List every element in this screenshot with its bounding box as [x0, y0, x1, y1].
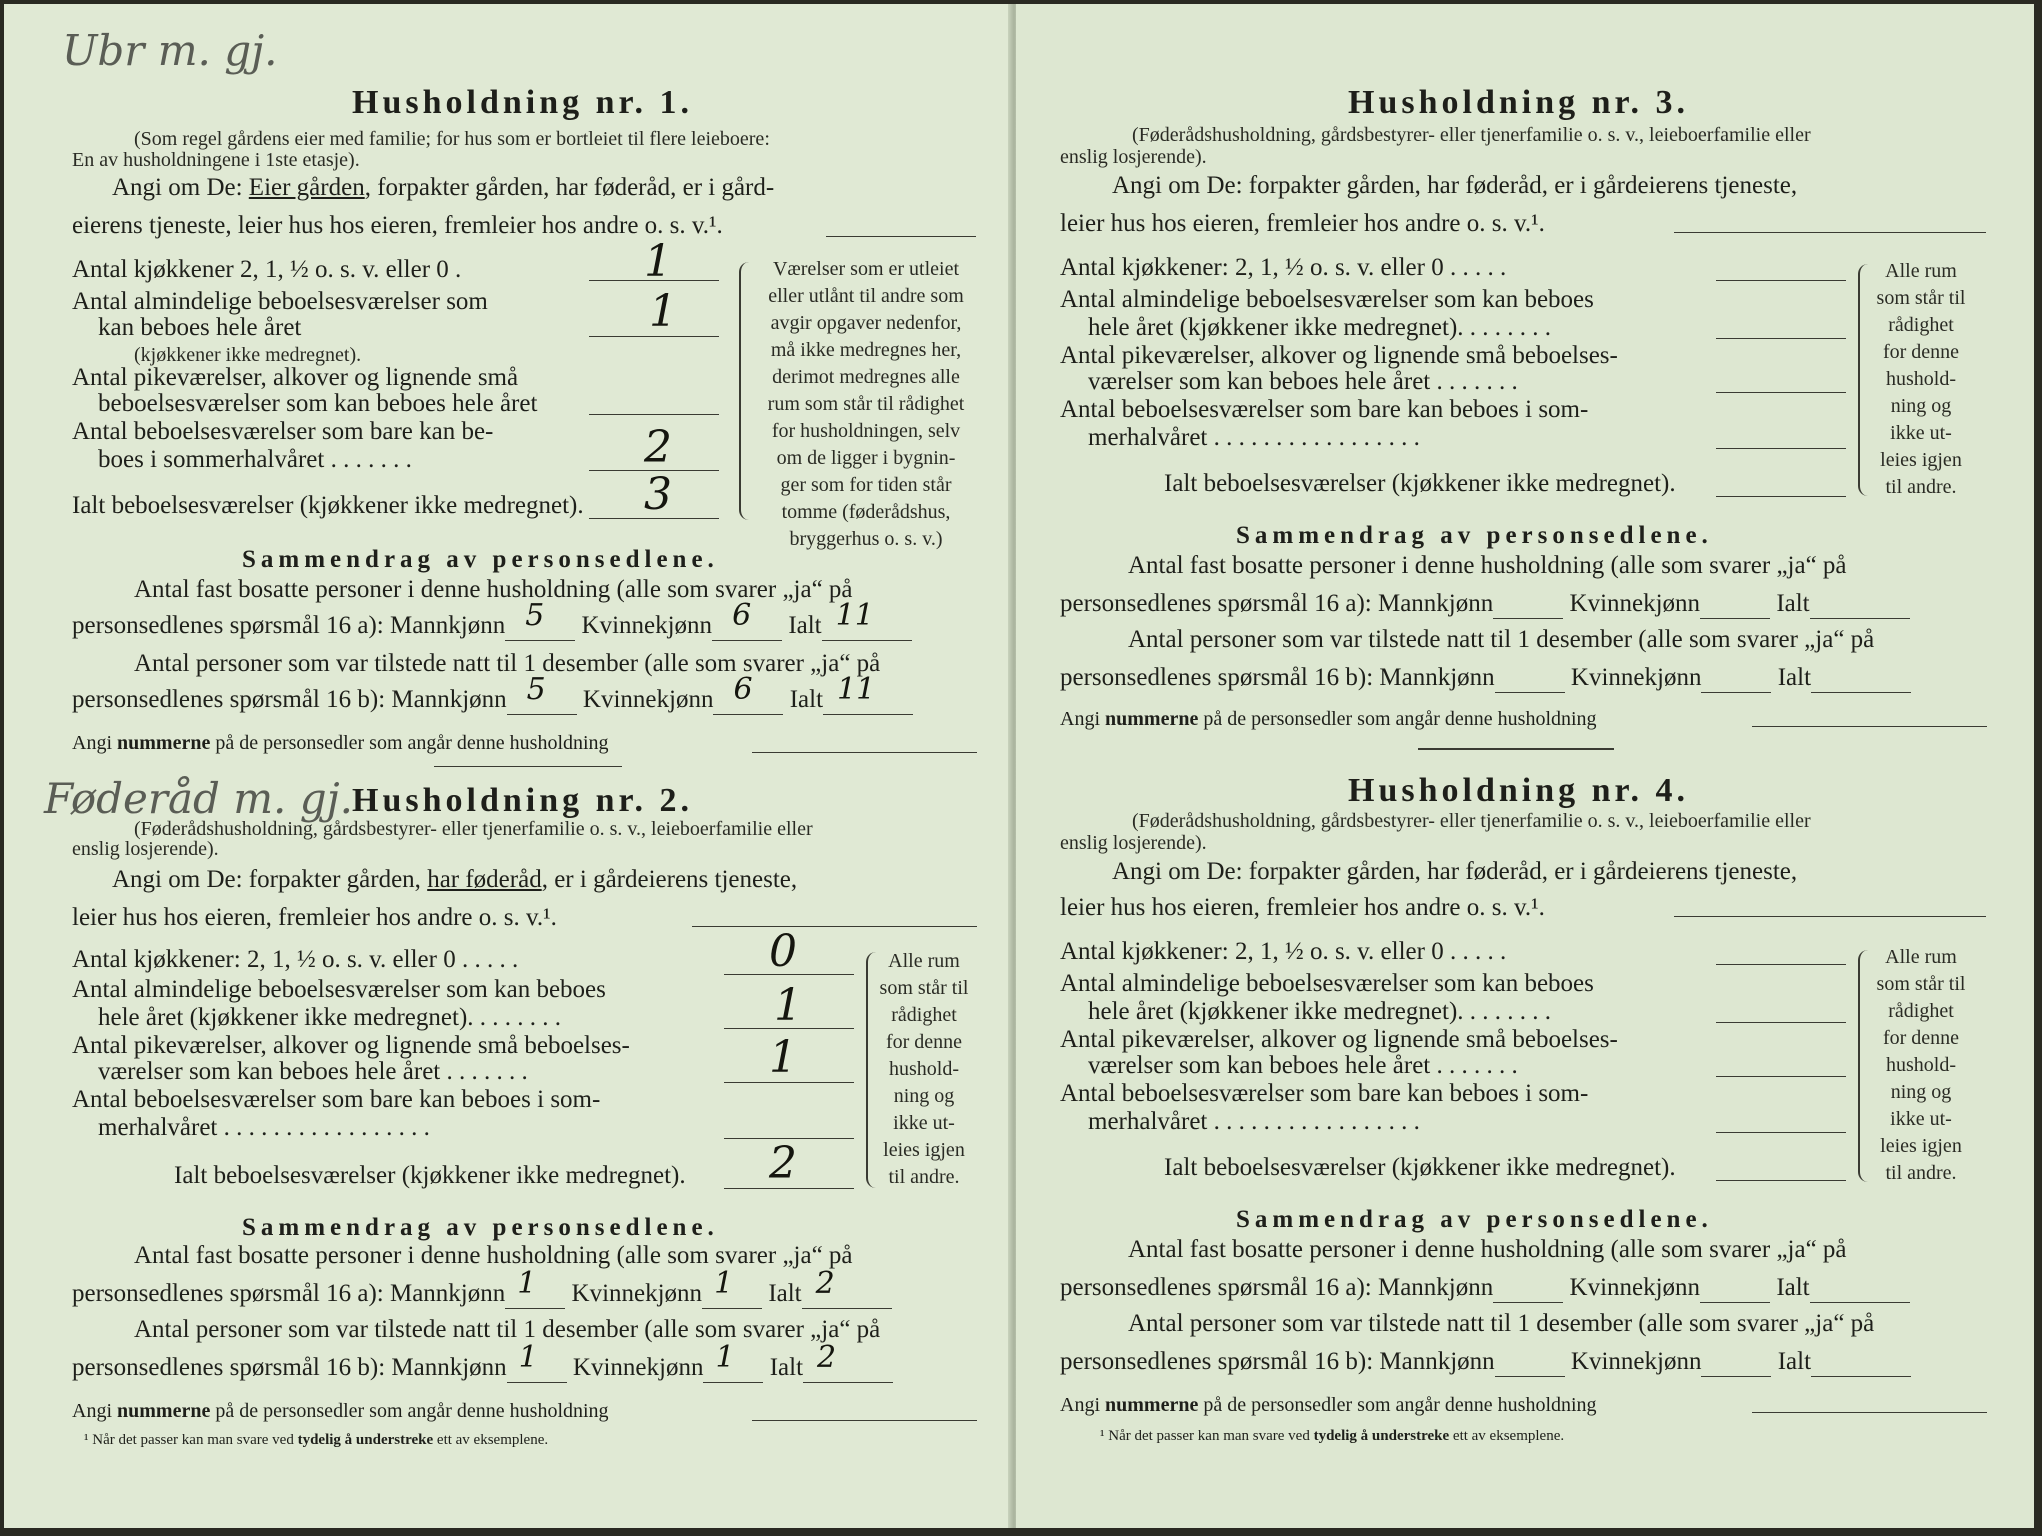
h2-row-total: Ialt beboelsesværelser (kjøkkener ikke medregnet).: [174, 1162, 686, 1189]
h2-row-ordinary: Antal almindelige beboelsesværelser som kan beboes: [72, 976, 606, 1003]
h1-angi-line2: eierens tjeneste, leier hus hos eieren, fremleier hos andre o. s. v.¹.: [72, 212, 723, 239]
h4-sum-line1: Antal fast bosatte personer i denne husholdning (alle som svarer „ja“ på: [1128, 1236, 1847, 1263]
h2-total-16a: 2: [815, 1266, 835, 1301]
h2-row-small-rooms: Antal pikeværelser, alkover og lignende små beboelses-: [72, 1032, 630, 1059]
h4-angi-line2: leier hus hos eieren, fremleier hos andre o. s. v.¹.: [1060, 894, 1545, 921]
pencil-note-top: Ubr m. gj.: [62, 26, 278, 75]
h4-row-summer: Antal beboelsesværelser som bare kan beboes i som-: [1060, 1080, 1589, 1107]
h1-note-line1: (Som regel gårdens eier med familie; for hus som er bortleiet til flere leieboere:: [134, 128, 770, 150]
h3-row-total: Ialt beboelsesværelser (kjøkkener ikke medregnet).: [1164, 470, 1676, 497]
h2-side-note: Alle rum som står til rådighet for denne hushold- ning og ikke ut- leies igjen til andre.: [879, 950, 969, 1188]
h1-note-line2: En av husholdningene i 1ste etasje).: [72, 149, 360, 171]
h1-angi-line1: Angi om De: Eier gården, forpakter gården, har føderåd, er i gård-: [112, 174, 775, 201]
h1-female-16b: 6: [733, 672, 753, 707]
h4-numbers-line: Angi nummerne på de personsedler som angår denne husholdning: [1060, 1394, 1597, 1416]
h3-title: Husholdning nr. 3.: [1348, 84, 1689, 121]
h1-row-kitchens: Antal kjøkkener 2, 1, ½ o. s. v. eller 0 .: [72, 256, 462, 283]
h1-male-16b: 5: [526, 672, 546, 707]
h4-note-line1: (Føderådshusholdning, gårdsbestyrer- eller tjenerfamilie o. s. v., leieboerfamilie eller: [1132, 810, 1811, 832]
h1-value-total: 3: [644, 469, 672, 520]
h1-sum-line2: personsedlenes spørsmål 16 a): Mannkjønn 5 Kvinnekjønn 6 Ialt 11: [72, 612, 912, 641]
h1-row-ordinary: Antal almindelige beboelsesværelser som: [72, 288, 488, 315]
h2-total-16b: 2: [817, 1340, 837, 1375]
h3-sum-line4: personsedlenes spørsmål 16 b): Mannkjønn Kvinnekjønn Ialt: [1060, 664, 1911, 693]
h2-female-16b: 1: [715, 1340, 735, 1375]
h2-value-kitchens: 0: [769, 926, 797, 977]
h3-sum-line3: Antal personer som var tilstede natt til 1 desember (alle som svarer „ja“ på: [1128, 626, 1875, 653]
h4-row-ordinary: Antal almindelige beboelsesværelser som kan beboes: [1060, 970, 1594, 997]
h1-title: Husholdning nr. 1.: [352, 84, 693, 121]
h1-row-total: Ialt beboelsesværelser (kjøkkener ikke medregnet).: [72, 492, 584, 519]
h2-summary-title: Sammendrag av personsedlene.: [242, 1214, 719, 1241]
h4-sum-line4: personsedlenes spørsmål 16 b): Mannkjønn Kvinnekjønn Ialt: [1060, 1348, 1911, 1377]
h3-row-kitchens: Antal kjøkkener: 2, 1, ½ o. s. v. eller 0 . . . . .: [1060, 254, 1507, 281]
h3-summary-title: Sammendrag av personsedlene.: [1236, 522, 1713, 549]
h3-sum-line2: personsedlenes spørsmål 16 a): Mannkjønn Kvinnekjønn Ialt: [1060, 590, 1910, 619]
h1-row-summer: Antal beboelsesværelser som bare kan be-: [72, 418, 494, 445]
h2-value-ordinary: 1: [774, 980, 802, 1031]
h4-row-kitchens: Antal kjøkkener: 2, 1, ½ o. s. v. eller 0 . . . . .: [1060, 938, 1507, 965]
h1-value-ordinary: 1: [649, 286, 677, 337]
h2-value-small-rooms: 1: [769, 1032, 797, 1083]
h2-row-summer: Antal beboelsesværelser som bare kan beboes i som-: [72, 1086, 601, 1113]
h2-numbers-line: Angi nummerne på de personsedler som angår denne husholdning: [72, 1400, 609, 1422]
h2-title: Husholdning nr. 2.: [352, 782, 693, 819]
h4-summary-title: Sammendrag av personsedlene.: [1236, 1206, 1713, 1233]
h4-row-small-rooms: Antal pikeværelser, alkover og lignende små beboelses-: [1060, 1026, 1618, 1053]
h1-summary-title: Sammendrag av personsedlene.: [242, 546, 719, 573]
h3-side-note: Alle rum som står til rådighet for denne hushold- ning og ikke ut- leies igjen til andre.: [1876, 260, 1966, 498]
h2-sum-line3: Antal personer som var tilstede natt til 1 desember (alle som svarer „ja“ på: [134, 1316, 881, 1343]
h1-numbers-line: Angi nummerne på de personsedler som angår denne husholdning: [72, 732, 609, 754]
h3-angi-line2: leier hus hos eieren, fremleier hos andre o. s. v.¹.: [1060, 210, 1545, 237]
h2-selected-option: har føderåd: [427, 866, 542, 893]
pencil-note-h2: Føderåd m. gj.: [44, 774, 354, 823]
h1-female-16a: 6: [732, 598, 752, 633]
h2-angi-line2: leier hus hos eieren, fremleier hos andre o. s. v.¹.: [72, 904, 557, 931]
h2-note-line2: enslig losjerende).: [72, 838, 219, 860]
h4-note-line2: enslig losjerende).: [1060, 832, 1207, 854]
h1-sum-line1: Antal fast bosatte personer i denne husholdning (alle som svarer „ja“ på: [134, 576, 853, 603]
h3-angi-line1: Angi om De: forpakter gården, har føderåd, er i gårdeierens tjeneste,: [1112, 172, 1798, 199]
right-page: Husholdning nr. 3. (Føderådshusholdning, gårdsbestyrer- eller tjenerfamilie o. s. v., leieboerfamilie eller enslig losjerende). Angi om De: forpakter gården, har føderåd, er i gårdeierens tjeneste, leier hus hos eieren, fremleier hos andre o. s. v.¹. Antal kjøkkener: 2, 1, ½ o. s. v. eller 0 . . . . . Antal almindelige beboelsesværelser som kan beboes hele året (kjøkkener ikke medregnet). . . . . . . . Antal pikeværelser, alkover og lignende små beboelses- værelser som kan beboes hele året . . . . . . . Antal beboelsesværelser som bare kan beboes i som- merhalvåret . . . . . . . . . . . . . . . . . Ialt beboelsesværelser (kjøkkener ikke medregnet). Alle rum som står til rådighet for denne hushold- ning og ikke ut- leies igjen til andre. Sammendrag av personsedlene. Antal fast bosatte personer i denne husholdning (alle som svarer „ja“ på personsedlenes spørsmål 16 a): Mannkjønn Kvinnekjønn Ialt Antal personer som var tilstede natt til 1 desember (alle som svarer „ja“ på personsedlenes spørsmål 16 b): Mannkjønn Kvinnekjønn Ialt Angi nummerne på de personsedler som angår denne husholdning Husholdning nr. 4. (Føderådshusholdning, gårdsbestyrer- eller tjenerfamilie o. s. v., leieboerfamilie eller enslig losjerende). Angi om De: forpakter gården, har føderåd, er i gårdeierens tjeneste, leier hus hos eieren, fremleier hos andre o. s. v.¹. Antal kjøkkener: 2, 1, ½ o. s. v. eller 0 . . . . . Antal almindelige beboelsesværelser som kan beboes hele året (kjøkkener ikke medregnet). . . . . . . . Antal pikeværelser, alkover og lignende små beboelses- værelser som kan beboes hele året . . . . . . . Antal beboelsesværelser som bare kan beboes i som- merhalvåret . . . . . . . . . . . . . . . . . Ialt beboelsesværelser (kjøkkener ikke medregnet). Alle rum som står til rådighet for denne hushold- ning og ikke ut- leies igjen til andre. Sammendrag av personsedlene. Antal fast bosatte personer i denne husholdning (alle som svarer „ja“ på personsedlenes spørsmål 16 a): Mannkjønn Kvinnekjønn Ialt Antal personer som var tilstede natt til 1 desember (alle som svarer „ja“ på personsedlenes spørsmål 16 b): Mannkjønn Kvinnekjønn Ialt Angi nummerne på de personsedler som angår denne husholdning ¹ Når det passer kan man svare ved tydelig å understreke ett av eksemplene.: [1016, 4, 2034, 1528]
h2-sum-line1: Antal fast bosatte personer i denne husholdning (alle som svarer „ja“ på: [134, 1242, 853, 1269]
h4-title: Husholdning nr. 4.: [1348, 772, 1689, 809]
h4-angi-line1: Angi om De: forpakter gården, har føderåd, er i gårdeierens tjeneste,: [1112, 858, 1798, 885]
h1-side-note: Værelser som er utleiet eller utlånt til andre som avgir opgaver nedenfor, må ikke medregnes her, derimot medregnes alle rum som står til rådighet for husholdningen, selv om de ligger i bygnin- ger som for tiden står tomme (føderådshus, bryggerhus o. s. v.): [767, 258, 965, 550]
h4-sum-line2: personsedlenes spørsmål 16 a): Mannkjønn Kvinnekjønn Ialt: [1060, 1274, 1910, 1303]
h3-row-small-rooms: Antal pikeværelser, alkover og lignende små beboelses-: [1060, 342, 1618, 369]
h4-sum-line3: Antal personer som var tilstede natt til 1 desember (alle som svarer „ja“ på: [1128, 1310, 1875, 1337]
h1-male-16a: 5: [525, 598, 545, 633]
h1-total-16a: 11: [835, 598, 874, 633]
h3-sum-line1: Antal fast bosatte personer i denne husholdning (alle som svarer „ja“ på: [1128, 552, 1847, 579]
h1-total-16b: 11: [837, 672, 876, 707]
h4-row-total: Ialt beboelsesværelser (kjøkkener ikke medregnet).: [1164, 1154, 1676, 1181]
h3-row-summer: Antal beboelsesværelser som bare kan beboes i som-: [1060, 396, 1589, 423]
h2-female-16a: 1: [714, 1266, 734, 1301]
h1-value-kitchens: 1: [644, 236, 672, 287]
h1-selected-option: Eier gården: [248, 174, 365, 201]
h3-numbers-line: Angi nummerne på de personsedler som angår denne husholdning: [1060, 708, 1597, 730]
h3-note-line2: enslig losjerende).: [1060, 146, 1207, 168]
h2-note-line1: (Føderådshusholdning, gårdsbestyrer- eller tjenerfamilie o. s. v., leieboerfamilie eller: [134, 818, 813, 840]
h2-male-16a: 1: [517, 1266, 537, 1301]
h1-value-summer: 2: [644, 422, 672, 473]
h1-row-small-rooms: Antal pikeværelser, alkover og lignende små: [72, 364, 519, 391]
h2-row-kitchens: Antal kjøkkener: 2, 1, ½ o. s. v. eller 0 . . . . .: [72, 946, 519, 973]
h2-angi-line1: Angi om De: forpakter gården, har føderåd, er i gårdeierens tjeneste,: [112, 866, 798, 893]
left-page: Ubr m. gj. Husholdning nr. 1. (Som regel gårdens eier med familie; for hus som er bortleiet til flere leieboere: En av husholdningene i 1ste etasje). Angi om De: Eier gården, forpakter gården, har føderåd, er i gård- eierens tjeneste, leier hus hos eieren, fremleier hos andre o. s. v.¹. Antal kjøkkener 2, 1, ½ o. s. v. eller 0 . 1 Antal almindelige beboelsesværelser som kan beboes hele året (kjøkkener ikke medregnet). 1 Antal pikeværelser, alkover og lignende små beboelsesværelser som kan beboes hele året Antal beboelsesværelser som bare kan be- boes i sommerhalvåret . . . . . . . 2 Ialt beboelsesværelser (kjøkkener ikke medregnet). 3 Værelser som er utleiet eller utlånt til andre som avgir opgaver nedenfor, må ikke medregnes her, derimot medregnes alle rum som står til rådighet for husholdningen, selv om de ligger i bygnin- ger som for tiden står tomme (føderådshus, bryggerhus o. s. v.) Sammendrag av personsedlene. Antal fast bosatte personer i denne husholdning (alle som svarer „ja“ på personsedlenes spørsmål 16 a): Mannkjønn 5 Kvinnekjønn 6 Ialt 11 Antal personer som var tilstede natt til 1 desember (alle som svarer „ja“ på personsedlenes spørsmål 16 b): Mannkjønn 5 Kvinnekjønn 6 Ialt 11 Angi nummerne på de personsedler som angår denne husholdning Føderåd m. gj. Husholdning nr. 2. (Føderådshusholdning, gårdsbestyrer- eller tjenerfamilie o. s. v., leieboerfamilie eller enslig losjerende). Angi om De: forpakter gården, har føderåd, er i gårdeierens tjeneste, leier hus hos eieren, fremleier hos andre o. s. v.¹. Antal kjøkkener: 2, 1, ½ o. s. v. eller 0 . . . . . 0 Antal almindelige beboelsesværelser som kan beboes hele året (kjøkkener ikke medregnet). . . . . . . . 1 Antal pikeværelser, alkover og lignende små beboelses- værelser som kan beboes hele året . . . . . . . 1 Antal beboelsesværelser som bare kan beboes i som- merhalvåret . . . . . . . . . . . . . . . . . Ialt beboelsesværelser (kjøkkener ikke medregnet). 2 Alle rum som står til rådighet for denne hushold- ning og ikke ut- leies igjen til andre. Sammendrag av personsedlene. Antal fast bosatte personer i denne husholdning (alle som svarer „ja“ på personsedlenes spørsmål 16 a): Mannkjønn 1 Kvinnekjønn 1 Ialt 2 Antal personer som var tilstede natt til 1 desember (alle som svarer „ja“ på personsedlenes spørsmål 16 b): Mannkjønn 1 Kvinnekjønn 1 Ialt 2 Angi nummerne på de personsedler som angår denne husholdning ¹ Når det passer kan man svare ved tydelig å understreke ett av eksemplene.: [4, 4, 1014, 1528]
census-form-spread: [4, 4, 2034, 1528]
right-footnote: ¹ Når det passer kan man svare ved tydelig å understreke ett av eksemplene.: [1100, 1428, 1565, 1444]
left-footnote: ¹ Når det passer kan man svare ved tydelig å understreke ett av eksemplene.: [84, 1432, 549, 1448]
h2-sum-line2: personsedlenes spørsmål 16 a): Mannkjønn 1 Kvinnekjønn 1 Ialt 2: [72, 1280, 892, 1309]
h4-side-note: Alle rum som står til rådighet for denne hushold- ning og ikke ut- leies igjen til andre.: [1876, 946, 1966, 1184]
h2-male-16b: 1: [518, 1340, 538, 1375]
h2-sum-line4: personsedlenes spørsmål 16 b): Mannkjønn 1 Kvinnekjønn 1 Ialt 2: [72, 1354, 893, 1383]
h1-sum-line3: Antal personer som var tilstede natt til 1 desember (alle som svarer „ja“ på: [134, 650, 881, 677]
h2-value-total: 2: [769, 1138, 797, 1189]
h3-row-ordinary: Antal almindelige beboelsesværelser som kan beboes: [1060, 286, 1594, 313]
h3-note-line1: (Føderådshusholdning, gårdsbestyrer- eller tjenerfamilie o. s. v., leieboerfamilie eller: [1132, 124, 1811, 146]
h1-sum-line4: personsedlenes spørsmål 16 b): Mannkjønn 5 Kvinnekjønn 6 Ialt 11: [72, 686, 913, 715]
